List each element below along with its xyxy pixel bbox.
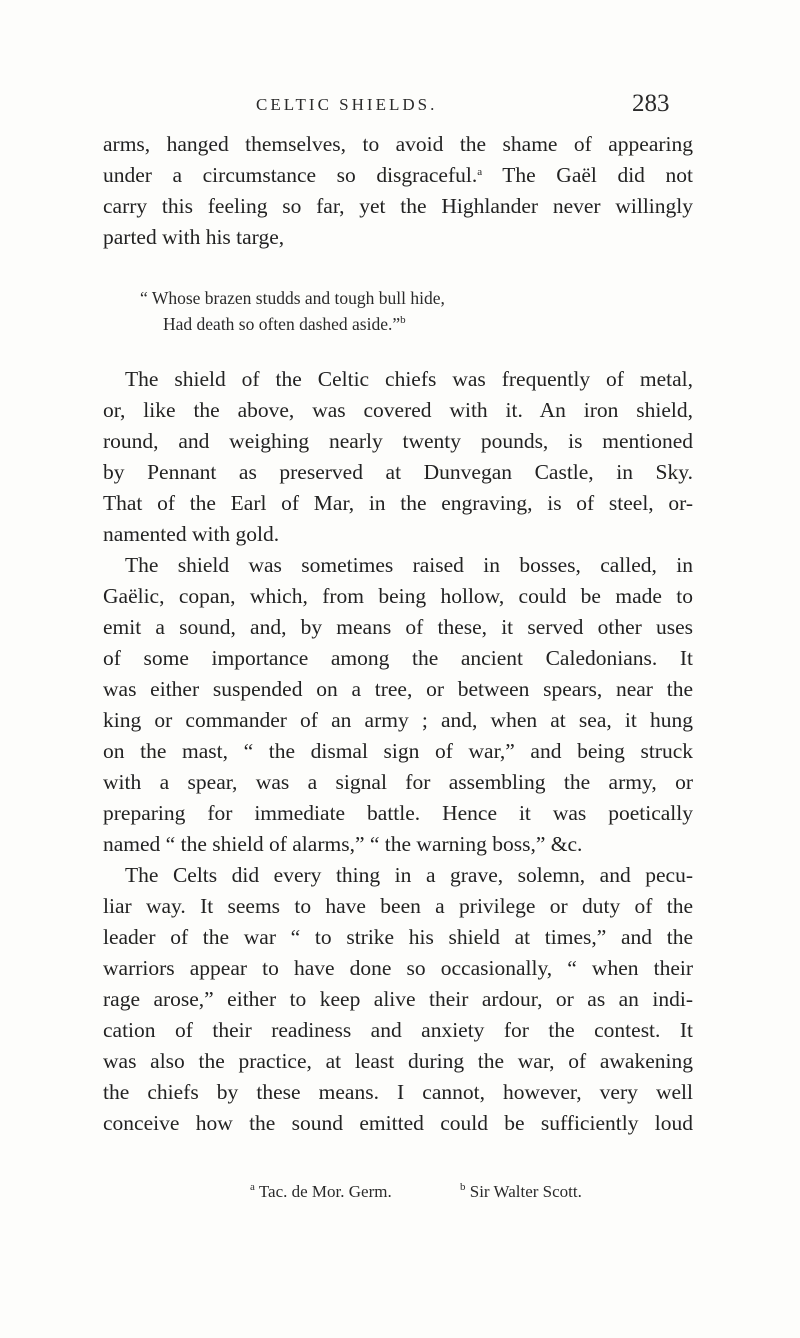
text-line: The shield was sometimes raised in bosses, called, in xyxy=(125,553,693,577)
footnote-b xyxy=(460,1182,582,1202)
text-line: by Pennant as preserved at Dunvegan Castle, in Sky. xyxy=(103,460,693,484)
footnote-b-text: Sir Walter Scott. xyxy=(469,1182,582,1201)
text-line: Gaëlic, copan, which, from being hollow, could be made to xyxy=(103,584,693,608)
footnote-b-marker: b xyxy=(460,1181,466,1193)
footnote-a xyxy=(250,1182,392,1202)
text-line: named “ the shield of alarms,” “ the warning boss,” &c. xyxy=(103,832,583,856)
text-line: carry this feeling so far, yet the Highlander never willingly xyxy=(103,194,693,218)
text-line: namented with gold. xyxy=(103,522,280,546)
text-line: was also the practice, at least during the war, of awakening xyxy=(103,1049,693,1073)
verse-line xyxy=(163,311,406,337)
text-line: of some importance among the ancient Caledonians. It xyxy=(103,646,693,670)
verse-line: “ Whose brazen studds and tough bull hide, xyxy=(140,288,445,308)
text-line: emit a sound, and, by means of these, it served other uses xyxy=(103,615,693,639)
text-fragment: under a circumstance so disgraceful. xyxy=(103,163,478,187)
text-line: The Celts did every thing in a grave, solemn, and pecu- xyxy=(125,863,693,887)
text-line: was either suspended on a tree, or between spears, near the xyxy=(103,677,693,701)
text-line: king or commander of an army ; and, when at sea, it hung xyxy=(103,708,693,732)
text-line: the chiefs by these means. I cannot, however, very well xyxy=(103,1080,693,1104)
text-line: arms, hanged themselves, to avoid the shame of appearing xyxy=(103,132,693,156)
text-line: warriors appear to have done so occasionally, “ when their xyxy=(103,956,693,980)
text-fragment: The Gaël did not xyxy=(502,163,693,187)
text-line: conceive how the sound emitted could be sufficiently loud xyxy=(103,1111,693,1135)
text-line: or, like the above, was covered with it. An iron shield, xyxy=(103,398,693,422)
page-number: 283 xyxy=(632,90,670,117)
running-title: CELTIC SHIELDS. xyxy=(256,95,438,114)
text-line: on the mast, “ the dismal sign of war,” and being struck xyxy=(103,739,693,763)
text-line: leader of the war “ to strike his shield at times,” and the xyxy=(103,925,693,949)
footnote-a-text: Tac. de Mor. Germ. xyxy=(258,1182,392,1201)
text-line: The shield of the Celtic chiefs was frequently of metal, xyxy=(125,367,693,391)
text-line: preparing for immediate battle. Hence it was poetically xyxy=(103,801,693,825)
text-line: parted with his targe, xyxy=(103,225,285,249)
footnote-marker-a: a xyxy=(477,166,483,178)
text-line xyxy=(103,160,693,191)
text-line: liar way. It seems to have been a privilege or duty of the xyxy=(103,894,693,918)
footnote-marker-b: b xyxy=(400,314,406,326)
text-line: rage arose,” either to keep alive their ardour, or as an indi- xyxy=(103,987,693,1011)
text-line: cation of their readiness and anxiety for the contest. It xyxy=(103,1018,693,1042)
footnote-a-marker: a xyxy=(250,1181,255,1193)
text-fragment: Had death so often dashed aside.” xyxy=(163,314,401,334)
text-line: round, and weighing nearly twenty pounds, is mentioned xyxy=(103,429,693,453)
text-line: That of the Earl of Mar, in the engraving, is of steel, or- xyxy=(103,491,693,515)
text-line: with a spear, was a signal for assembling the army, or xyxy=(103,770,693,794)
